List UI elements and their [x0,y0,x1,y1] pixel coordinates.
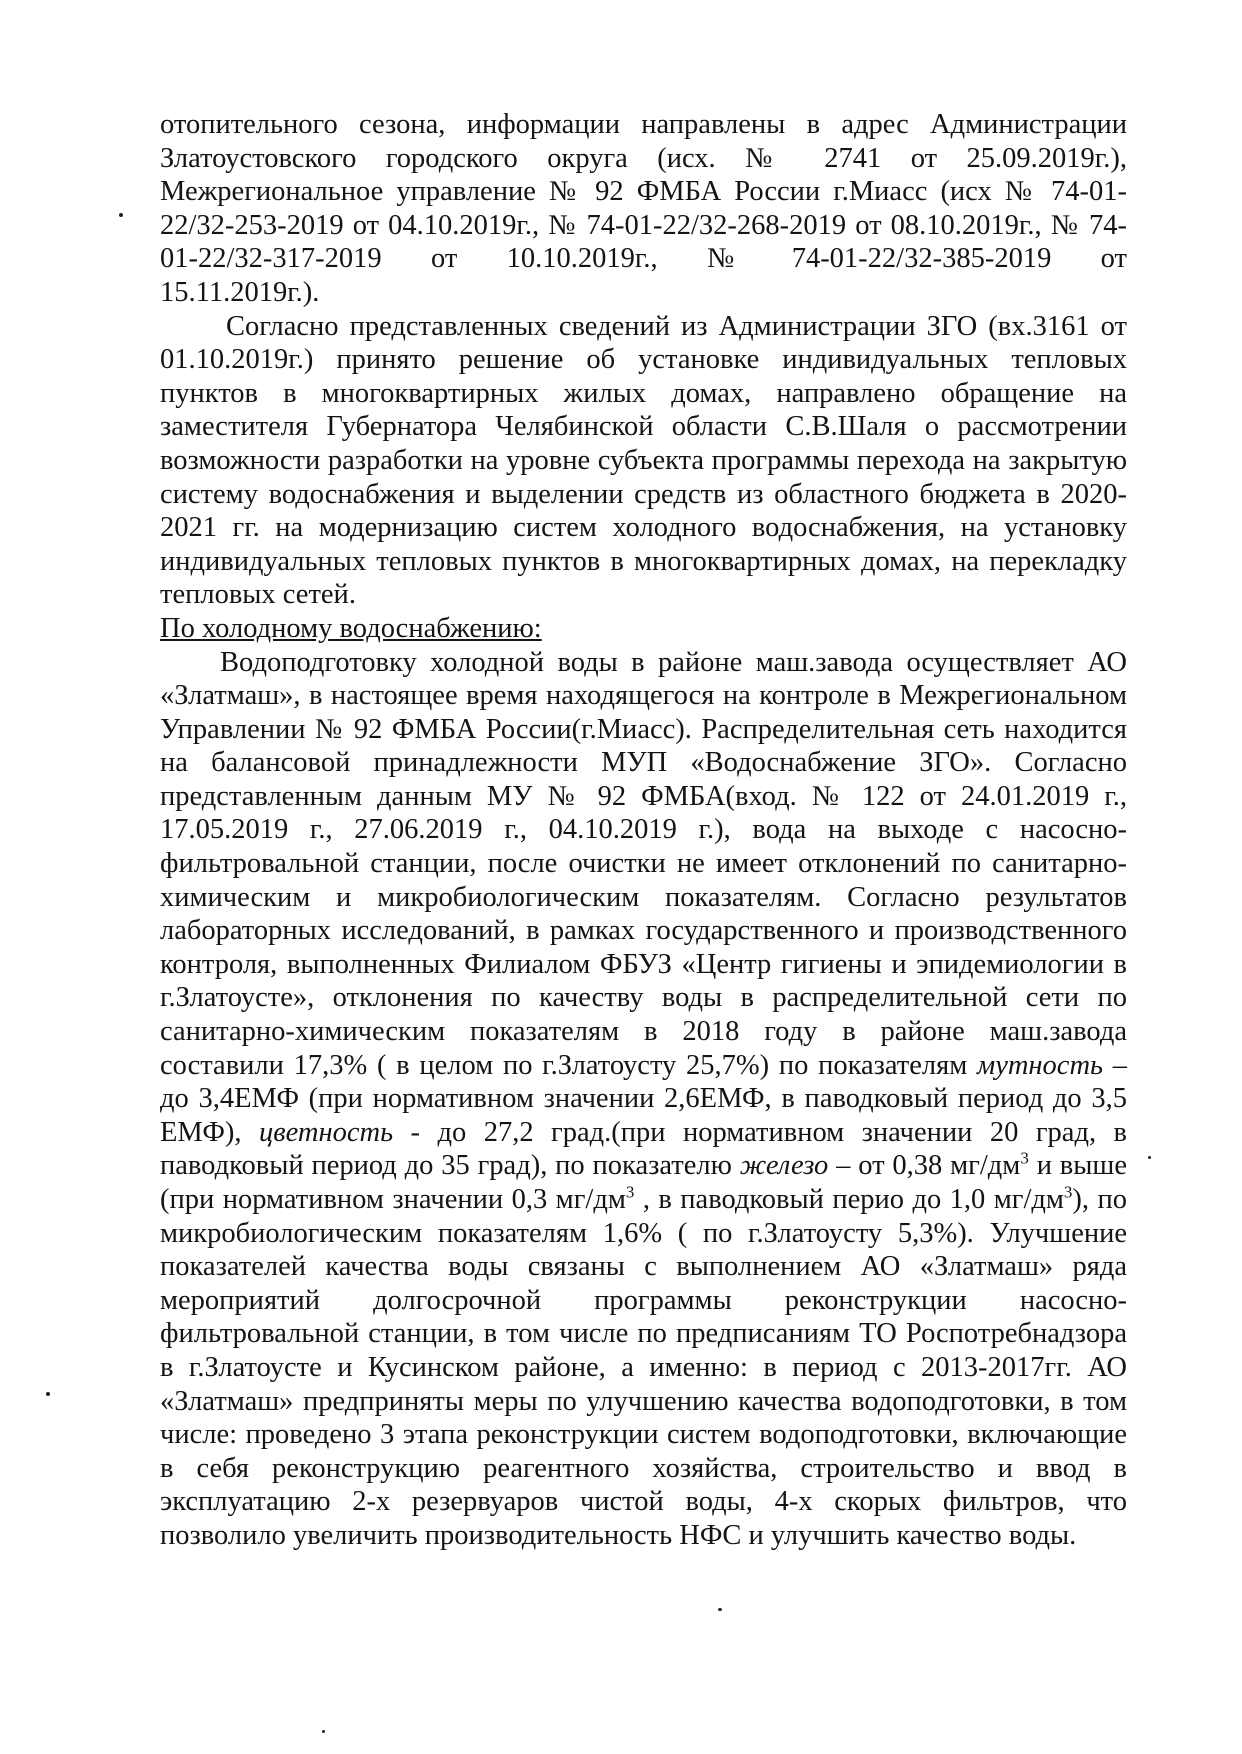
paragraph-cold-water [160,646,1127,1553]
text-run: , в паводковый перио до 1,0 мг/дм [634,1184,1064,1215]
text-line: отопительного сезона, информации направлены в адрес Администрации [160,109,1127,140]
paragraph-addressees [160,108,1127,310]
text-run: Водоподготовку холодной воды в районе маш.завода осуществляет АО «Златмаш», в настоящее время находящегося на контроле в Межрегиональном Управлении № 92 ФМБА России(г.Миасс). Распределительная сеть находится на балансовой принадлежности МУП «Водоснабжение ЗГО». Согласно представленным данным МУ № 92 ФМБА(вход. № 122 от 24.01.2019 г., 17.05.2019 г., 27.06.2019 г., 04.10.2019 г.), вода на выходе с насосно-фильтровальной станции, после очистки не имеет отклонений по санитарно-химическим и микробиологическим показателям. Согласно результатов лабораторных исследований, в рамках государственного и производственного контроля, выполненных Филиалом ФБУЗ «Центр гигиены и эпидемиологии в г.Златоусте», отклонения по качеству воды в распределительной сети по санитарно-химическим показателям в 2018 году в районе маш.завода составили 17,3% ( в целом по г.Златоусту 25,7%) по показателям [160,646,1127,1081]
superscript: 3 [1063,1182,1073,1202]
superscript: 3 [1020,1148,1029,1168]
term-color: цветность [258,1116,394,1148]
text-line: 22/32-253-2019 от 04.10.2019г., № 74-01-22/32-268-2019 от 08.10.2019г., № [160,209,1080,241]
scan-speck [1148,1156,1151,1159]
document-body [160,108,1127,1553]
term-turbidity: мутность [977,1049,1104,1081]
scan-speck [718,1608,722,1611]
scan-speck [119,213,123,217]
text-run: и выше (при нормативном значении 0,3 мг/дм [160,1150,1127,1215]
text-run: – до 3,4ЕМФ (при нормативном значении 2,6ЕМФ, в паводковый период до 3,5 ЕМФ), [160,1049,1127,1148]
text-run: – от 0,38 мг/дм [828,1150,1021,1182]
scan-speck [322,1730,325,1733]
text-line: 15.11.2019г.). [160,276,320,308]
text-line: 74-01-22/32-317-2019 от 10.10.2019г., № 74-01-22/32-385-2019 от [160,209,1128,275]
section-heading: По холодному водоснабжению: [160,612,542,644]
text-run: - до 27,2 град.(при нормативном значении 20 град, в паводковый период до 35 град), по показателю [160,1116,1127,1182]
scan-speck [46,1392,50,1396]
term-iron: железо [739,1150,829,1182]
superscript: 3 [625,1182,635,1202]
text-run: ), по микробиологическим показателям 1,6% ( по г.Златоусту 5,3%). Улучшение показателей качества воды связаны с выполнением АО «Златмаш» ряда мероприятий долгосрочной программы реконструкции насосно-фильтровальной станции, в том числе по предписаниям ТО Роспотребнадзора в г.Златоусте и Кусинском районе, а именно: в период с 2013-2017гг. АО «Златмаш» предприняты меры по улучшению качества водоподготовки, в том числе: проведено 3 этапа реконструкции систем водоподготовки, включающие в себя реконструкцию реагентного хозяйства, строительство и ввод в эксплуатацию 2-х резервуаров чистой воды, 4-х скорых фильтров, что позволило увеличить производительность НФС и улучшить качество воды. [160,1184,1127,1551]
paragraph-zgo-decision: Согласно представленных сведений из Администрации ЗГО (вх.3161 от 01.10.2019г.) принято решение об установке индивидуальных тепловых пунктов в многоквартирных жилых домах, направлено обращение на заместителя Губернатора Челябинской области С.В.Шаля о рассмотрении возможности разработки на уровне субъекта программы перехода на закрытую систему водоснабжения и выделении средств из областного бюджета в 2020-2021 гг. на модернизацию систем холодного водоснабжения, на установку индивидуальных тепловых пунктов в многоквартирных домах, на перекладку тепловых сетей. [160,310,1127,611]
text-line: Межрегиональное управление № 92 ФМБА России г.Миасс (исх № 74-01- [160,176,1127,208]
text-line: Златоустовского городского округа (исх. № 2741 от 25.09.2019г.), [160,142,1127,174]
